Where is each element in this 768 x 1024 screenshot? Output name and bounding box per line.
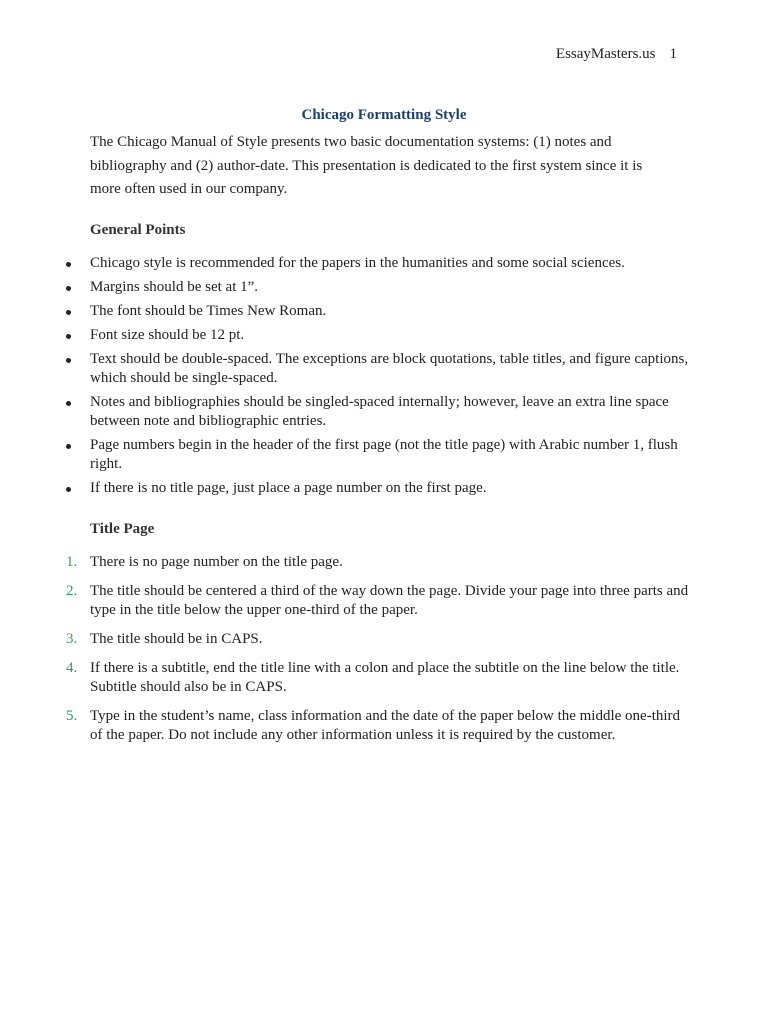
list-item (0, 350, 690, 388)
list-item-text: Font size should be 12 pt. (90, 327, 245, 343)
list-item (0, 302, 690, 321)
intro-paragraph: The Chicago Manual of Style presents two basic documentation systems: (1) notes and bibliography and (2) author-date. This presentation is dedicated to the first system since it is more often used in our company. (90, 134, 643, 197)
list-item-text: The font should be Times New Roman. (90, 303, 327, 319)
document-title: Chicago Formatting Style (301, 107, 467, 123)
bullet-icon (66, 487, 71, 492)
list-item (0, 254, 690, 273)
list-item-text: The title should be centered a third of the way down the page. Divide your page into three parts and type in the title below the upper one-third of the paper. (90, 583, 689, 618)
list-item (0, 553, 690, 572)
list-item (0, 326, 690, 345)
list-item-text: Page numbers begin in the header of the first page (not the title page) with Arabic number 1, flush right. (90, 437, 678, 472)
header-site-name: EssayMasters.us (555, 46, 656, 62)
list-item (0, 630, 690, 649)
list-item (0, 436, 690, 474)
bullet-icon (66, 262, 71, 267)
list-number: 3. (66, 631, 78, 647)
list-item-text: If there is no title page, just place a page number on the first page. (90, 480, 487, 496)
list-item (0, 707, 690, 745)
list-number: 2. (66, 583, 78, 599)
bullet-icon (66, 334, 71, 339)
bullet-icon (66, 286, 71, 291)
list-number: 5. (66, 708, 78, 724)
list-item-text: Chicago style is recommended for the papers in the humanities and some social sciences. (90, 255, 625, 271)
list-item-text: There is no page number on the title page. (90, 554, 343, 570)
list-item-text: Type in the student’s name, class information and the date of the paper below the middle one-third of the paper. Do not include any other information unless it is required by the customer. (90, 708, 681, 743)
list-item-text: Text should be double-spaced. The exceptions are block quotations, table titles, and figure captions, which should be single-spaced. (90, 351, 689, 386)
list-number: 1. (66, 554, 78, 570)
title-page-list (0, 553, 690, 755)
list-item (0, 659, 690, 697)
page-header (556, 46, 677, 63)
list-item-text: The title should be in CAPS. (90, 631, 263, 647)
list-item (0, 582, 690, 620)
list-number: 4. (66, 660, 78, 676)
header-page-number: 1 (669, 46, 677, 62)
list-item (0, 479, 690, 498)
bullet-icon (66, 358, 71, 363)
bullet-icon (66, 401, 71, 406)
list-item-text: Notes and bibliographies should be singled-spaced internally; however, leave an extra line space between note and bibliographic entries. (90, 394, 669, 429)
general-points-list (0, 254, 690, 503)
title-page-heading: Title Page (90, 521, 155, 537)
list-item (0, 393, 690, 431)
list-item (0, 278, 690, 297)
list-item-text: Margins should be set at 1”. (90, 279, 259, 295)
list-item-text: If there is a subtitle, end the title line with a colon and place the subtitle on the line below the title. Subtitle should also be in CAPS. (90, 660, 680, 695)
general-points-heading: General Points (90, 222, 186, 238)
bullet-icon (66, 310, 71, 315)
bullet-icon (66, 444, 71, 449)
